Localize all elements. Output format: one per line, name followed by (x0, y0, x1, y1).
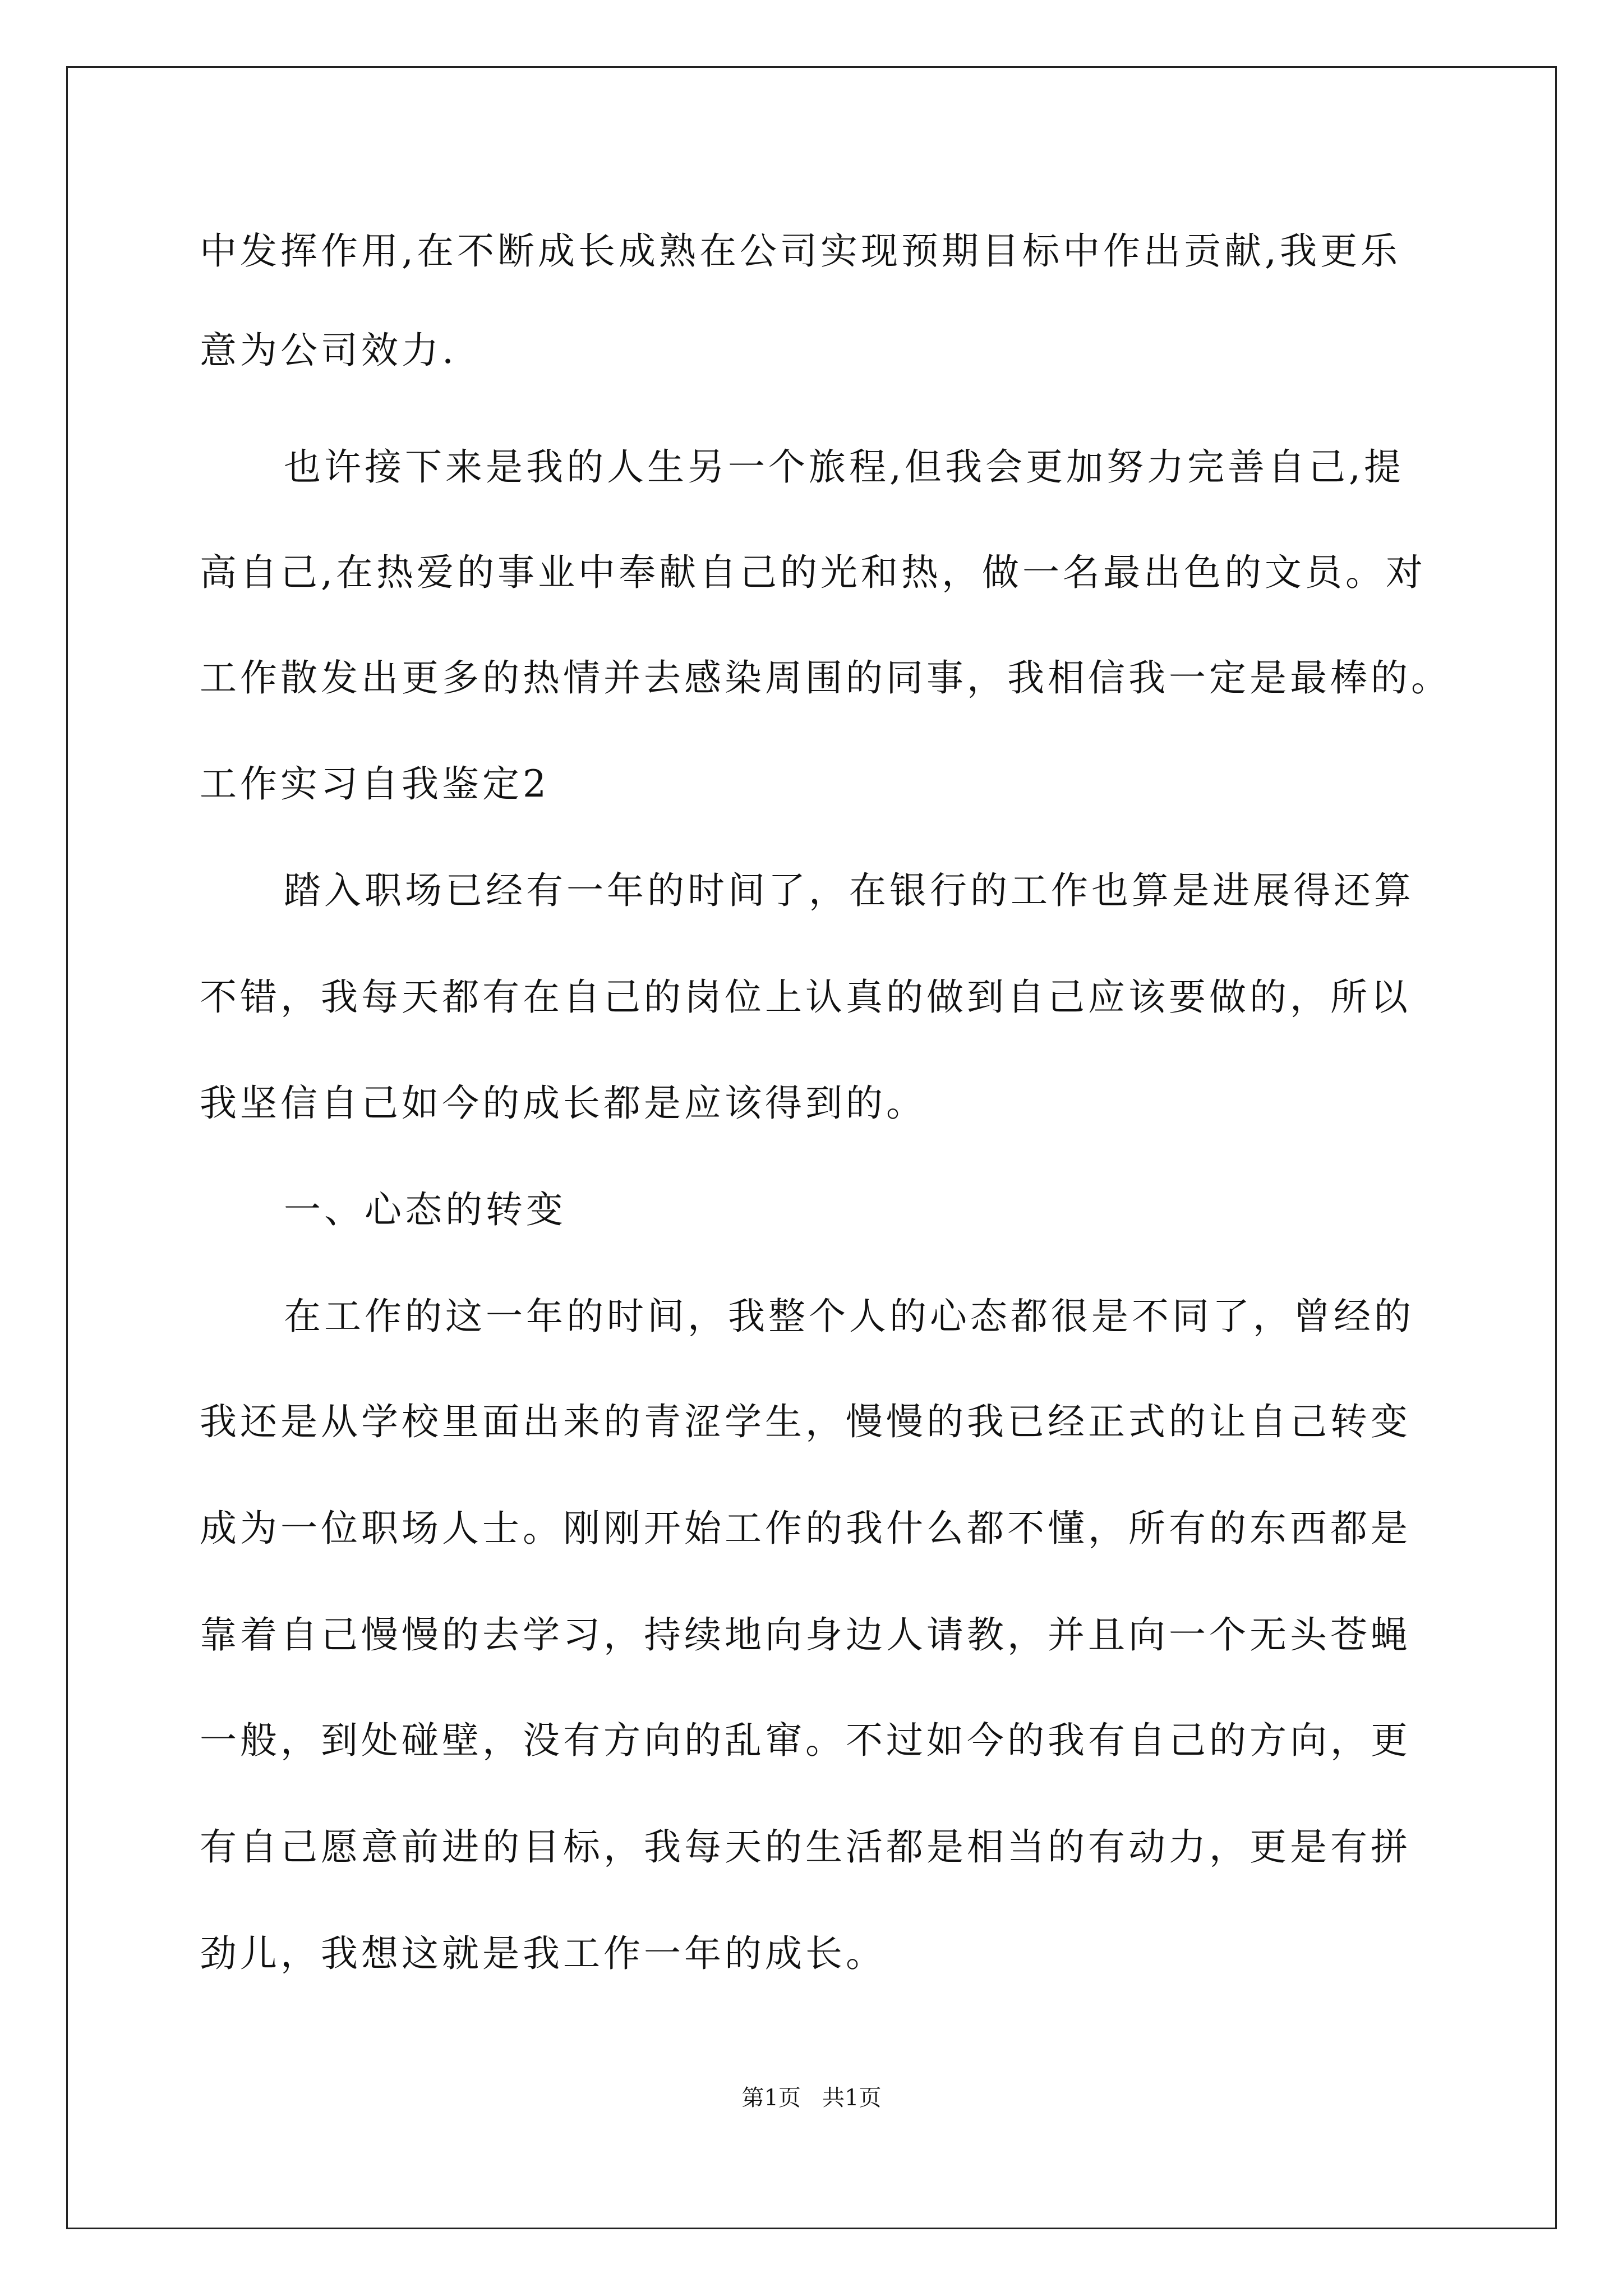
paragraph-line: 不错，我每天都有在自己的岗位上认真的做到自己应该要做的，所以 (200, 976, 1411, 1019)
paragraph-line: 靠着自己慢慢的去学习，持续地向身边人请教，并且向一个无头苍蝇 (200, 1613, 1411, 1657)
page-number-footer: 第1页 共1页 (741, 2085, 882, 2111)
paragraph-line: 意为公司效力. (200, 329, 457, 372)
paragraph-line: 踏入职场已经有一年的时间了，在银行的工作也算是进展得还算 (284, 869, 1414, 912)
paragraph-line: 我坚信自己如今的成长都是应该得到的。 (200, 1082, 926, 1125)
paragraph-line: 中发挥作用,在不断成长成熟在公司实现预期目标中作出贡献,我更乐 (200, 229, 1401, 273)
section-heading: 工作实习自我鉴定2 (200, 762, 550, 806)
subsection-heading: 一、心态的转变 (284, 1188, 566, 1231)
paragraph-line: 高自己,在热爱的事业中奉献自己的光和热，做一名最出色的文员。对 (200, 551, 1426, 594)
paragraph-line: 一般，到处碰壁，没有方向的乱窜。不过如今的我有自己的方向，更 (200, 1719, 1411, 1762)
paragraph-line: 也许接下来是我的人生另一个旅程,但我会更加努力完善自己,提 (284, 445, 1404, 489)
paragraph-line: 劲儿，我想这就是我工作一年的成长。 (200, 1932, 886, 1975)
paragraph-line: 在工作的这一年的时间，我整个人的心态都很是不同了，曾经的 (284, 1295, 1414, 1338)
paragraph-line: 我还是从学校里面出来的青涩学生，慢慢的我已经正式的让自己转变 (200, 1400, 1411, 1443)
paragraph-line: 成为一位职场人士。刚刚开始工作的我什么都不懂，所有的东西都是 (200, 1507, 1411, 1550)
page-border (66, 66, 1557, 2229)
paragraph-line: 工作散发出更多的热情并去感染周围的同事，我相信我一定是最棒的。 (200, 656, 1451, 700)
paragraph-line: 有自己愿意前进的目标，我每天的生活都是相当的有动力，更是有拼 (200, 1825, 1411, 1869)
